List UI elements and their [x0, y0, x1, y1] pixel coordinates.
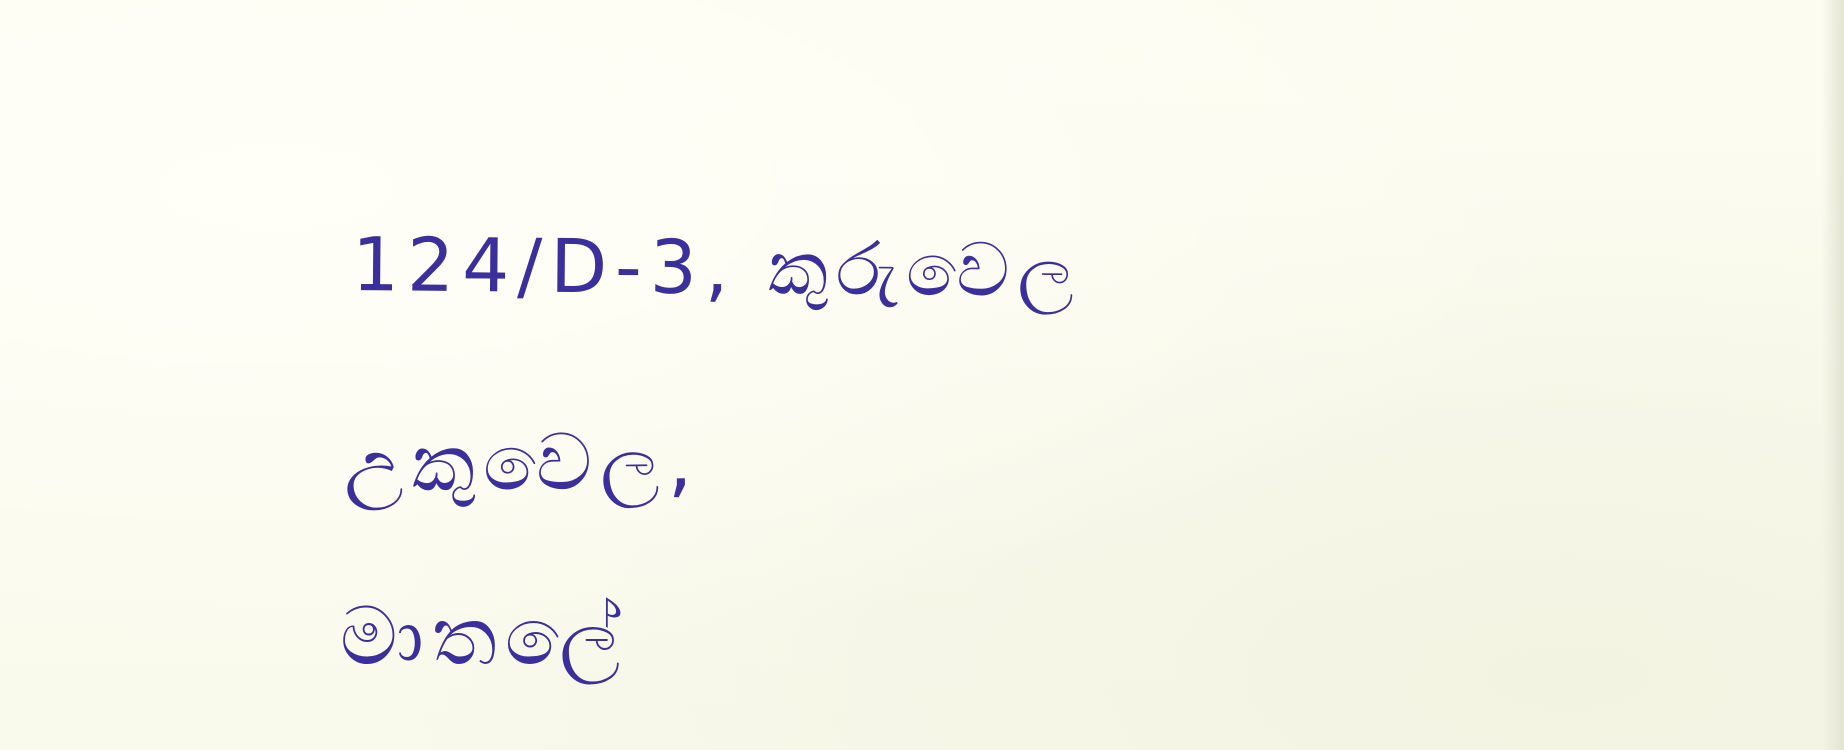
page-edge-shadow — [1822, 0, 1844, 750]
address-line-2: උකුවෙල, — [343, 416, 701, 510]
address-line-1: 124/D-3, කුරුවෙල — [351, 222, 1083, 315]
address-line-3: මාතලේ — [340, 590, 629, 683]
